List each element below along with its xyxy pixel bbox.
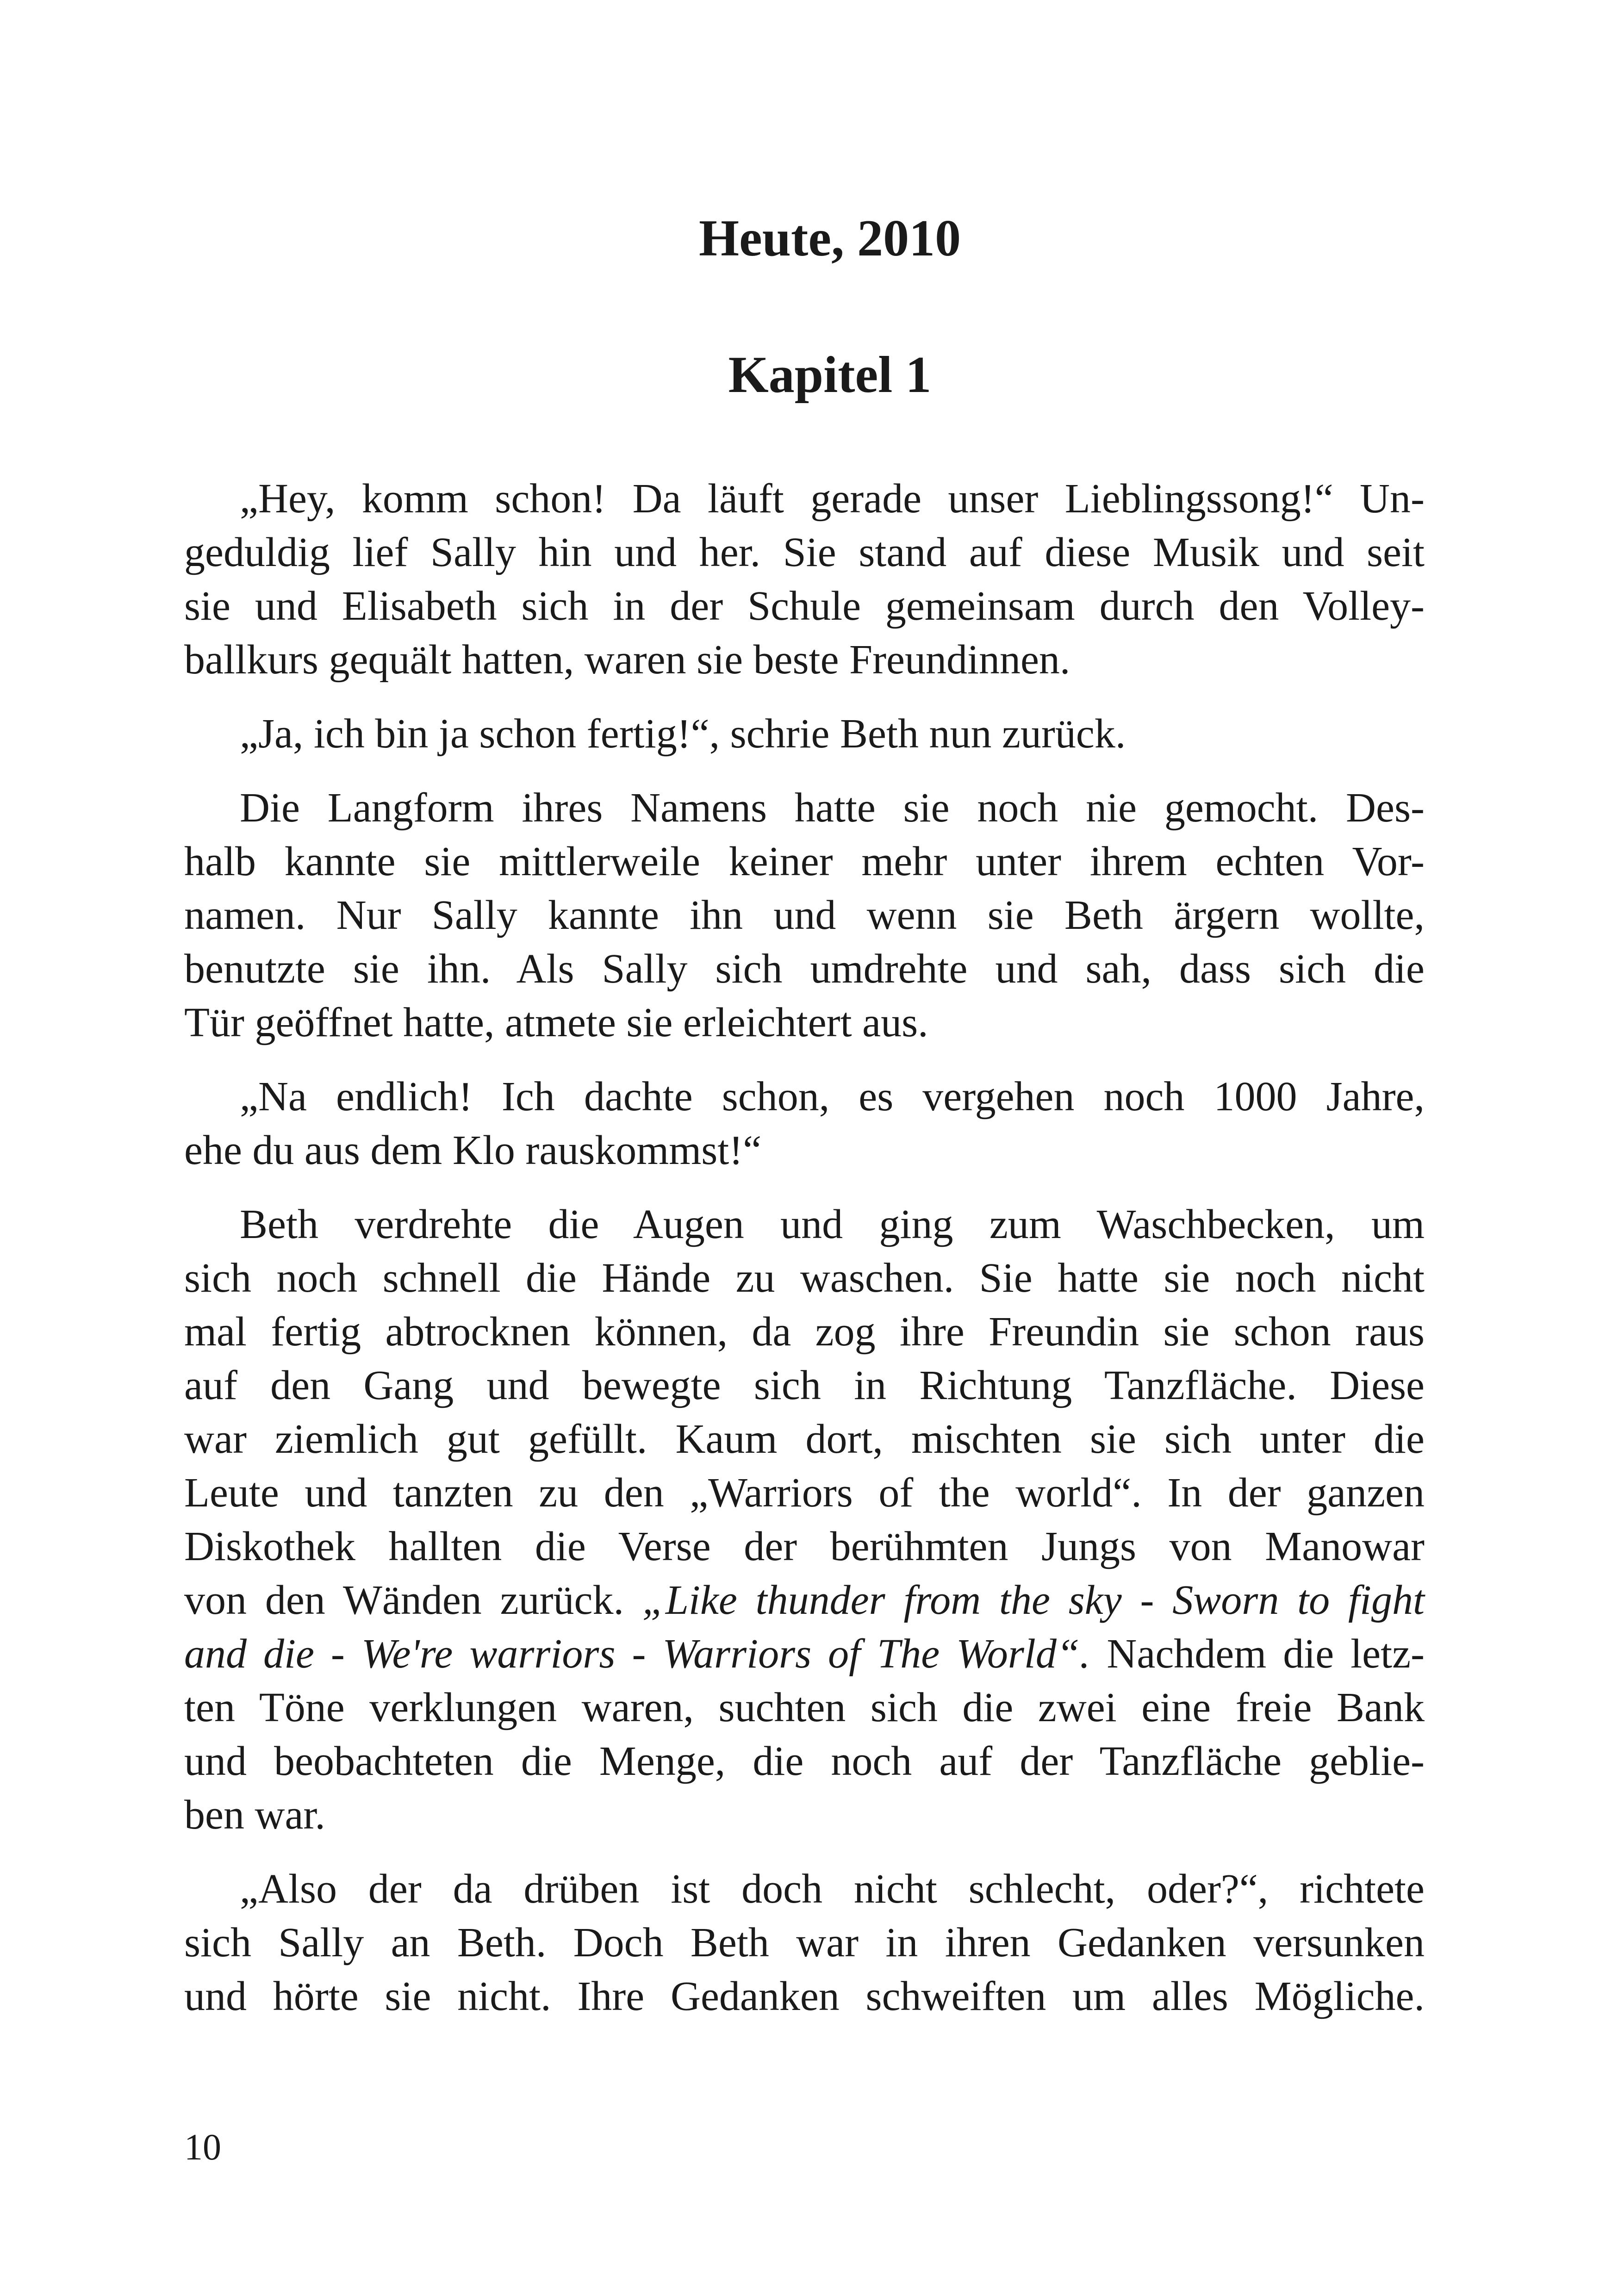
text-line: „Ja, ich bin ja schon fertig!“, schrie Beth nun zurück. — [240, 711, 1126, 757]
text-line: ballkurs gequält hatten, waren sie beste Freundinnen. — [184, 637, 1070, 683]
text-line: sie und Elisabeth sich in der Schule gemeinsam durch den Volley- — [184, 583, 1425, 629]
plain-text: Nachdem die letz- — [1090, 1631, 1425, 1677]
text-line: ben war. — [184, 1792, 325, 1838]
text-line: ten Töne verklungen waren, suchten sich die zwei eine freie Bank — [184, 1685, 1425, 1730]
text-line: und beobachteten die Menge, die noch auf der Tanzfläche geblie- — [184, 1738, 1425, 1784]
chapter-body — [184, 472, 1425, 2044]
text-line: geduldig lief Sally hin und her. Sie stand auf diese Musik und seit — [184, 529, 1425, 575]
page-number: 10 — [184, 2127, 221, 2168]
text-line-with-lyrics — [184, 1627, 1425, 1681]
text-line: auf den Gang und bewegte sich in Richtung Tanzfläche. Diese — [184, 1363, 1425, 1408]
text-line: halb kannte sie mittlerweile keiner mehr unter ihrem echten Vor- — [184, 839, 1425, 884]
text-line: und hörte sie nicht. Ihre Gedanken schweiften um alles Mögliche. — [184, 1973, 1425, 2019]
text-line: „Na endlich! Ich dachte schon, es vergehen noch 1000 Jahre, — [240, 1074, 1425, 1120]
text-line: war ziemlich gut gefüllt. Kaum dort, mischten sie sich unter die — [184, 1416, 1425, 1462]
text-line: „Hey, komm schon! Da läuft gerade unser Lieblingssong!“ Un- — [240, 476, 1425, 522]
paragraph-1 — [184, 472, 1425, 687]
text-line: Die Langform ihres Namens hatte sie noch nie gemocht. Des- — [240, 785, 1425, 831]
paragraph-6 — [184, 1862, 1425, 2023]
paragraph-3 — [184, 781, 1425, 1050]
paragraph-4 — [184, 1070, 1425, 1177]
text-line: Beth verdrehte die Augen und ging zum Waschbecken, um — [240, 1201, 1425, 1247]
text-line: namen. Nur Sally kannte ihn und wenn sie Beth ärgern wollte, — [184, 892, 1425, 938]
paragraph-2 — [184, 707, 1425, 761]
text-line: ehe du aus dem Klo rauskommst!“ — [184, 1127, 762, 1173]
text-line-with-lyrics — [184, 1574, 1425, 1627]
song-lyrics-italic: and die - We're warriors - Warriors of The World“. — [184, 1631, 1090, 1677]
text-line: sich noch schnell die Hände zu waschen. Sie hatte sie noch nicht — [184, 1255, 1425, 1301]
text-line: Tür geöffnet hatte, atmete sie erleichtert aus. — [184, 1000, 928, 1045]
text-line: Leute und tanzten zu den „Warriors of the world“. In der ganzen — [184, 1470, 1425, 1516]
song-lyrics-italic: „Like thunder from the sky - Sworn to fight — [642, 1577, 1425, 1623]
paragraph-5 — [184, 1198, 1425, 1842]
text-line: Diskothek hallten die Verse der berühmten Jungs von Manowar — [184, 1524, 1425, 1569]
text-line: benutzte sie ihn. Als Sally sich umdrehte und sah, dass sich die — [184, 946, 1425, 992]
plain-text: von den Wänden zurück. — [184, 1577, 642, 1623]
chapter-heading: Kapitel 1 — [728, 346, 932, 404]
text-line: sich Sally an Beth. Doch Beth war in ihren Gedanken versunken — [184, 1920, 1425, 1966]
text-line: mal fertig abtrocknen können, da zog ihre Freundin sie schon raus — [184, 1309, 1425, 1355]
text-line: „Also der da drüben ist doch nicht schlecht, oder?“, richtete — [240, 1866, 1425, 1912]
section-heading: Heute, 2010 — [698, 210, 961, 267]
